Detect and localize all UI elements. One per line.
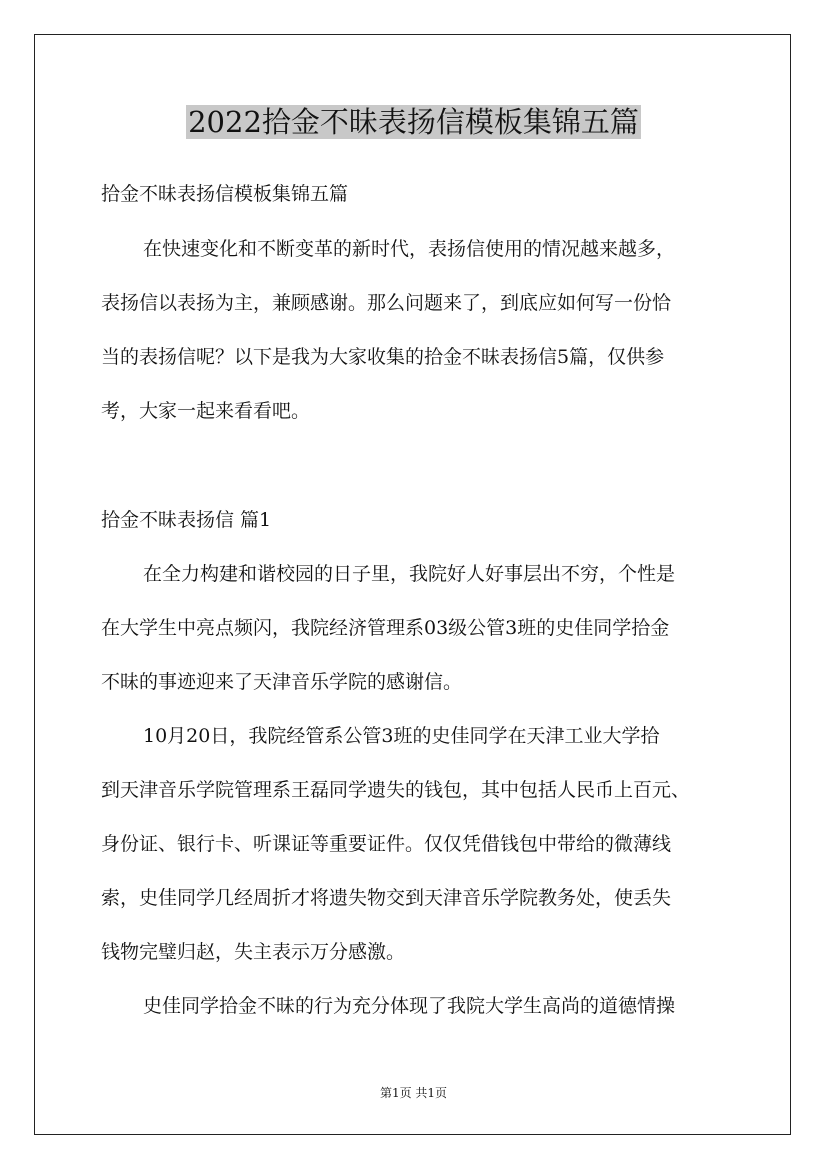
intro-line: 考，大家一起来看看吧。 (101, 400, 311, 422)
paragraph-line: 钱物完璧归赵，失主表示万分感激。 (101, 941, 406, 963)
document-title-text: 2022拾金不昧表扬信模板集锦五篇 (188, 105, 639, 139)
paragraph-line: 身份证、银行卡、听课证等重要证件。仅仅凭借钱包中带给的微薄线 (101, 833, 672, 855)
document-subtitle: 拾金不昧表扬信模板集锦五篇 (101, 183, 349, 205)
section-heading: 拾金不昧表扬信 篇1 (101, 509, 272, 531)
paragraph-line: 到天津音乐学院管理系王磊同学遗失的钱包，其中包括人民币上百元、 (101, 779, 691, 801)
paragraph-line: 在大学生中亮点频闪，我院经济管理系03级公管3班的史佳同学拾金 (101, 617, 670, 639)
intro-line: 在快速变化和不断变革的新时代，表扬信使用的情况越来越多， (143, 238, 676, 260)
paragraph-line: 不昧的事迹迎来了天津音乐学院的感谢信。 (101, 671, 463, 693)
paragraph-line: 10月20日，我院经管系公管3班的史佳同学在天津工业大学拾 (143, 725, 660, 747)
paragraph-line: 在全力构建和谐校园的日子里，我院好人好事层出不穷，个性是 (143, 563, 676, 585)
paragraph-line: 史佳同学拾金不昧的行为充分体现了我院大学生高尚的道德情操 (143, 995, 676, 1017)
intro-line: 表扬信以表扬为主，兼顾感谢。那么问题来了，到底应如何写一份恰 (101, 292, 672, 314)
document-title (0, 100, 827, 144)
intro-line: 当的表扬信呢？以下是我为大家收集的拾金不昧表扬信5篇，仅供参 (101, 346, 665, 368)
paragraph-line: 索，史佳同学几经周折才将遗失物交到天津音乐学院教务处，使丢失 (101, 887, 672, 909)
page-footer: 第1页 共1页 (379, 1086, 448, 1100)
